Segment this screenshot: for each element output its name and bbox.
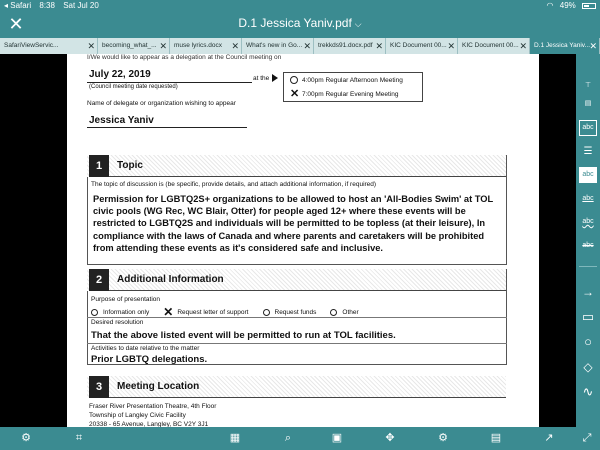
eraser-icon[interactable]: ◇	[583, 360, 593, 374]
section-meeting-location-header	[87, 376, 506, 398]
divider	[109, 176, 506, 177]
gear-icon[interactable]: ⚙	[438, 432, 448, 444]
purpose-label: Purpose of presentation	[91, 296, 161, 303]
highlight-icon[interactable]: abc	[579, 167, 597, 183]
delegate-underline	[87, 127, 247, 128]
section-title: Topic	[117, 160, 143, 171]
purpose-option-label: Other	[342, 308, 359, 316]
divider	[109, 397, 506, 398]
close-tab-icon[interactable]: ✕	[231, 41, 239, 51]
purpose-option-letter-of-support[interactable]	[163, 305, 249, 319]
section-topic-header	[87, 155, 506, 177]
document-viewer[interactable]	[0, 54, 576, 427]
section-number: 2	[89, 269, 109, 291]
section-title: Meeting Location	[117, 381, 200, 392]
divider	[87, 343, 507, 344]
purpose-options	[91, 305, 373, 319]
grid-icon[interactable]: ▦	[229, 432, 241, 444]
resolution-label: Desired resolution	[91, 319, 144, 326]
meeting-options-box	[283, 72, 423, 102]
divider	[579, 266, 597, 267]
arrow-icon[interactable]: →	[582, 285, 594, 299]
tab-label: muse lyrics.docx	[174, 42, 223, 49]
crop-icon[interactable]: ⌗	[75, 432, 83, 444]
tab-becoming-what[interactable]	[98, 38, 170, 54]
tab-kic-document-1[interactable]	[386, 38, 458, 54]
section-number: 3	[89, 376, 109, 398]
section-additional-info-header	[87, 269, 506, 291]
radio-unchecked-icon	[91, 309, 98, 316]
address-line: 20338 - 65 Avenue, Langley, BC V2Y 3J1	[89, 421, 209, 427]
pdf-page[interactable]	[67, 54, 539, 427]
chevron-down-icon[interactable]: ⌵	[354, 19, 362, 29]
purpose-option-information[interactable]	[91, 309, 149, 316]
purpose-option-label: Request funds	[274, 308, 317, 316]
address-line: Fraser River Presentation Theatre, 4th Floor	[89, 403, 217, 410]
meeting-option-label: 4:00pm Regular Afternoon Meeting	[302, 77, 403, 84]
at-the-label: at the	[253, 75, 270, 82]
radio-unchecked-icon	[263, 309, 270, 316]
book-icon[interactable]: ▤	[584, 100, 592, 107]
underline-icon[interactable]: abc	[582, 195, 594, 202]
freehand-icon[interactable]: ∿	[582, 384, 594, 399]
text-box-icon[interactable]: abc	[579, 120, 597, 136]
purpose-option-label: Information only	[103, 308, 150, 316]
close-icon[interactable]: ✕	[8, 14, 24, 34]
tab-label: KIC Document 00...	[462, 42, 519, 49]
fullscreen-icon[interactable]: ⤢	[582, 432, 592, 444]
topic-description: Permission for LGBTQ2S+ organizations to be allowed to host an 'All-Bodies Swim' at TOL civic pools (WG Rec, WC Blair, Otter) for people aged 12+ where these events will be restricted to LGBTQ2S and individuals will be permitted to be topless (at their leisure), In compliance with the laws of Canada and where parents and caretakers will be prohibited from attending these events as it's considered safe and inclusive.	[93, 194, 494, 253]
settings-icon[interactable]: ⚙	[21, 432, 31, 444]
status-time: 8:38	[39, 1, 55, 10]
wifi-icon: ◠	[546, 1, 554, 10]
tab-label: What's new in Go...	[246, 42, 303, 49]
tab-label: KIC Document 00...	[390, 42, 447, 49]
status-date: Sat Jul 20	[63, 1, 99, 10]
squiggly-icon[interactable]: abc	[582, 218, 594, 225]
purpose-option-other[interactable]	[330, 309, 358, 316]
close-tab-icon[interactable]: ✕	[375, 41, 383, 51]
tab-jessica-yaniv[interactable]	[530, 38, 600, 54]
resolution-text: That the above listed event will be permitted to run at TOL facilities.	[91, 330, 396, 341]
strikethrough-icon[interactable]: abc	[582, 242, 594, 249]
purpose-option-label: Request letter of support	[177, 308, 249, 316]
checkbox-x-icon: ✕	[290, 88, 300, 101]
tab-label: SafariViewServic...	[4, 42, 59, 49]
image-pdf-icon[interactable]: ▣	[331, 432, 343, 444]
delegate-name: Jessica Yaniv	[89, 115, 154, 126]
tab-kic-document-2[interactable]	[458, 38, 530, 54]
annotation-toolbar	[576, 54, 600, 427]
checkbox-x-icon: ✕	[163, 305, 174, 319]
pointer-arrow-icon	[272, 74, 278, 82]
back-to-app-link[interactable]: ◂ Safari	[4, 1, 32, 10]
purpose-option-funds[interactable]	[263, 309, 317, 316]
comment-icon[interactable]: ☰	[583, 146, 593, 157]
meeting-address	[89, 402, 216, 427]
meeting-option-afternoon[interactable]	[290, 76, 403, 86]
meeting-date-caption: (Council meeting date requested)	[89, 84, 178, 90]
section-title: Additional Information	[117, 274, 224, 285]
meeting-option-label: 7:00pm Regular Evening Meeting	[302, 91, 399, 98]
radio-unchecked-icon	[330, 309, 337, 316]
activities-text: Prior LGBTQ delegations.	[91, 354, 208, 365]
document-title[interactable]	[0, 16, 600, 30]
tab-label: trekkds91.docx.pdf	[318, 42, 373, 49]
close-tab-icon[interactable]: ✕	[87, 41, 95, 51]
radio-unchecked-icon	[290, 76, 298, 84]
close-tab-icon[interactable]: ✕	[303, 41, 311, 51]
search-icon[interactable]: ⌕	[284, 432, 292, 444]
export-icon[interactable]: ↗	[544, 432, 554, 444]
close-tab-icon[interactable]: ✕	[159, 41, 167, 51]
meeting-option-evening[interactable]	[290, 90, 398, 100]
tab-muse-lyrics[interactable]	[170, 38, 242, 54]
close-tab-icon[interactable]: ✕	[447, 41, 455, 51]
activities-label: Activities to date relative to the matter	[91, 345, 200, 352]
tab-bar	[0, 38, 600, 54]
tab-whats-new[interactable]	[242, 38, 314, 54]
date-underline	[87, 82, 252, 83]
section-number: 1	[89, 155, 109, 177]
title-bar	[0, 11, 600, 38]
document-settings-icon[interactable]: ▤	[490, 432, 502, 444]
divider	[109, 290, 506, 291]
divider	[87, 317, 507, 318]
delegate-label: Name of delegate or organization wishing to appear	[87, 100, 236, 107]
battery-percent: 49%	[559, 1, 576, 10]
tab-safariviewservice[interactable]	[0, 38, 98, 54]
move-icon[interactable]: ✥	[385, 432, 395, 444]
tab-label: D.1 Jessica Yaniv...	[534, 42, 590, 49]
close-tab-icon[interactable]: ✕	[589, 41, 597, 51]
address-line: Township of Langley Civic Facility	[89, 412, 186, 419]
close-tab-icon[interactable]: ✕	[519, 41, 527, 51]
header-line: I/We would like to appear as a delegation at the Council meeting on	[87, 54, 282, 61]
topic-prompt: The topic of discussion is (be specific, provide details, and attach additional information, if required)	[91, 181, 377, 188]
rectangle-icon[interactable]: ▭	[581, 309, 595, 324]
bottom-toolbar	[0, 427, 600, 450]
pin-icon[interactable]: ⊤	[584, 82, 592, 89]
document-title-text: D.1 Jessica Yaniv.pdf	[238, 16, 352, 30]
status-bar	[0, 0, 600, 11]
ellipse-icon[interactable]: ○	[584, 334, 592, 349]
tab-trekkds91[interactable]	[314, 38, 386, 54]
meeting-date: July 22, 2019	[89, 69, 151, 80]
battery-icon	[582, 3, 596, 9]
tab-label: becoming_what_...	[102, 42, 157, 49]
